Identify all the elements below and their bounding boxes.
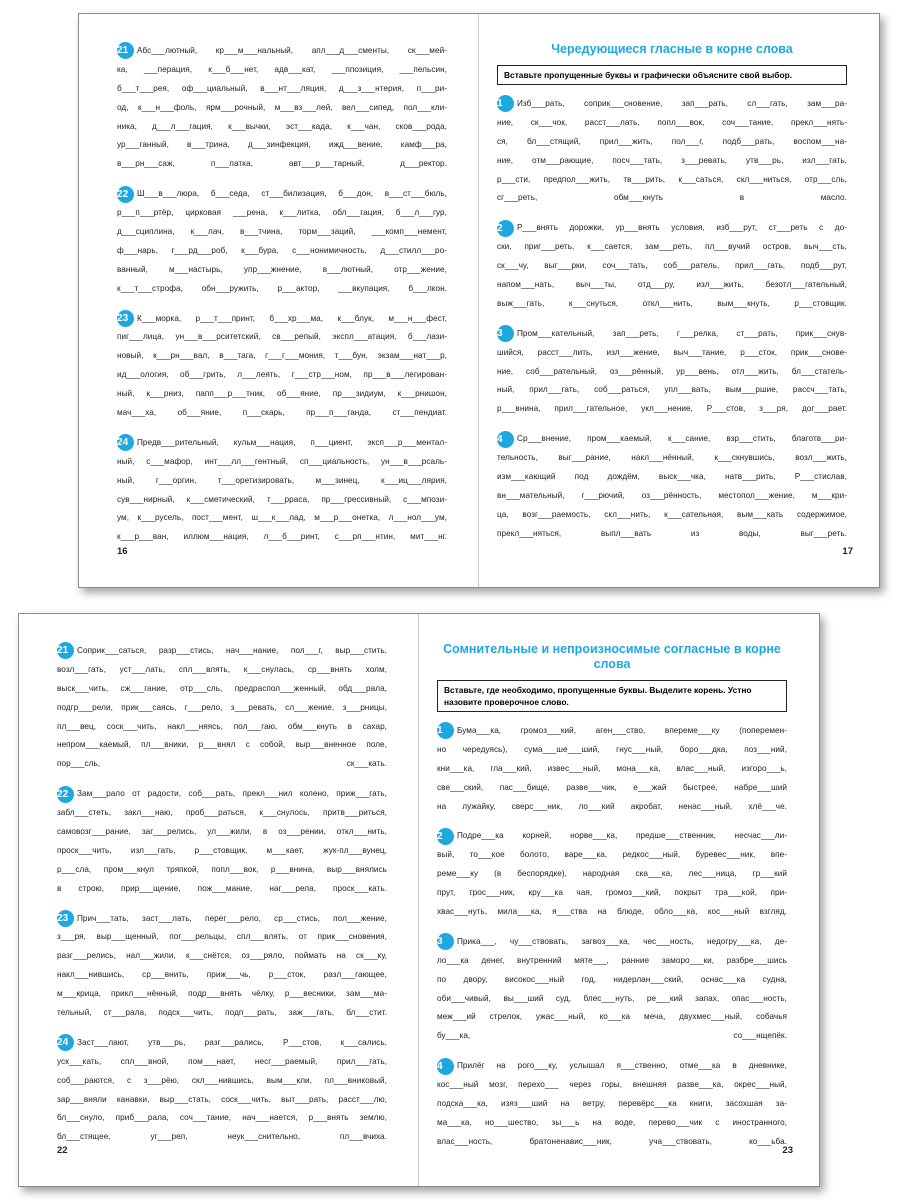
exercise-number-badge: 24 (117, 434, 134, 451)
exercise-line (57, 880, 387, 899)
exercise-text: хвас___нуть, мила___ка, я___ства на блюде, обло___ка, кос___ный взгляд. (437, 907, 787, 917)
exercise-number-badge: 3 (497, 325, 514, 342)
exercise-line (437, 1076, 787, 1095)
exercise-1 (497, 95, 847, 208)
exercise-line (437, 1008, 787, 1027)
exercise-line (57, 823, 387, 842)
page-number: 23 (782, 1145, 793, 1156)
exercise-line (437, 779, 787, 798)
exercise-line (117, 434, 447, 453)
exercise-text: в строю, прир___щение, пож___мание, наг___рела, проск___кать. (57, 883, 387, 893)
exercise-line (117, 242, 447, 261)
exercise-text: р___сти, предпол___жить, тв___рить, к___саться, скл___ниться, отр___сль, (497, 174, 847, 184)
exercise-text: пл___вец, соск___чить, накл___няясь, пол___гаю, обм___кнуть в сахар, (57, 721, 387, 731)
exercise-line (437, 990, 787, 1009)
exercise-text: Прика___, чу___ствовать, загвоз___ка, чес___ность, недогру___ка, де- (457, 936, 787, 946)
exercise-text: бу___ка, со___нщепёк. (437, 1031, 787, 1041)
exercise-text: мач___ха, об___яние, п___скарь, пр___п___ганда, ст___пендиат. (117, 408, 447, 418)
exercise-line (437, 1057, 787, 1076)
exercise-text: Ш___в___люра, б___седа, ст___билизация, б___дон, в___ст___бюль, (137, 189, 447, 199)
exercise-23 (57, 910, 387, 1023)
top-book-spread (78, 13, 880, 588)
exercise-23 (117, 310, 447, 423)
exercise-text: тельный, ст___рала, подск___чить, подп___рать, заж___гать, бл___стит. (57, 1008, 387, 1018)
exercise-number-badge: 21 (117, 42, 134, 59)
exercise-line (117, 404, 447, 423)
exercise-line (57, 785, 387, 804)
exercise-number-badge: 21 (57, 642, 74, 659)
exercise-line (57, 804, 387, 823)
exercise-text: самовозг___рание, заг___релись, ул___жили, в оз___рении, откл___нить, (57, 827, 387, 837)
exercise-text: ски, приг___реть, к___сается, зам___реть, пл___вучий остров, выч___сть, (497, 242, 847, 252)
exercise-line (497, 344, 847, 363)
exercise-line (437, 865, 787, 884)
page-22 (19, 614, 419, 1186)
exercise-line (57, 718, 387, 737)
exercise-line (117, 453, 447, 472)
exercise-line (57, 1034, 387, 1053)
exercise-line (497, 152, 847, 171)
exercise-line (437, 952, 787, 971)
exercise-text: на лужайку, сверс___ник, ло___кий акробат, ненас___ный, хлё___че. (437, 801, 787, 811)
exercise-line (497, 114, 847, 133)
exercise-text: тельность, выг___рание, накл___нённый, к___скнувшись, возл___жить, (497, 453, 847, 463)
exercise-text: ло___ка денег, внутренний мяте___, ранние заморо___ки, разбре___шись (437, 955, 787, 965)
exercise-text: возл___гать, уст___лать, спл___влять, к___снулась, ср___внять холм, (57, 664, 387, 674)
exercise-4 (437, 1057, 787, 1151)
exercise-text: Р___внять дорожки, ур___внять условия, изб___рут, ст___реть с до- (517, 223, 847, 233)
exercise-line (117, 261, 447, 280)
exercise-text: к___р___ван, иллюм___нация, л___б___ринт, с___рп___нтин, мит___нг. (117, 532, 447, 542)
exercise-line (117, 99, 447, 118)
exercise-line (437, 846, 787, 865)
exercise-text: накл___нившись, ср___внить, приж___чь, р___сток, разл___гающее, (57, 970, 387, 980)
exercise-text: пиг___лица, ун___в___рситетский, св___репый, экспл___атация, б___лази- (117, 332, 447, 342)
exercise-line (57, 661, 387, 680)
exercise-line (117, 223, 447, 242)
exercise-text: ца, возг___раемость, скл___нить, к___сательная, вым___кать содержимое, (497, 509, 847, 519)
exercise-line (437, 1027, 787, 1046)
exercise-line (437, 1095, 787, 1114)
exercise-line (117, 42, 447, 61)
exercise-line (57, 1004, 387, 1023)
exercise-24 (57, 1034, 387, 1147)
exercise-text: вый, то___кое болото, варе___ка, редкос___ный, буревес___ник, впе- (437, 850, 787, 860)
exercise-text: шийся, расст___лить, изл___жение, выч___тание, р___сток, прик___снове- (497, 347, 847, 357)
exercise-text: выж___гать, к___снуться, откл___нить, вым___кнуть, р___стовщик. (497, 298, 847, 308)
exercise-text: р___сла, пром___кнул тряпкой, попл___вок, р___внина, выр___внялись (57, 864, 387, 874)
exercise-line (117, 61, 447, 80)
exercise-line (497, 325, 847, 344)
exercise-line (57, 1128, 387, 1147)
exercise-line (117, 185, 447, 204)
exercise-text: изм___кающий под дождём, выск___чка, натв___рить, Р___стислав, (497, 472, 847, 482)
exercise-line (497, 487, 847, 506)
exercise-text: но чередуясь), сума___ше___ший, гнус___ный, боро___дка, поз___ний, (437, 744, 787, 754)
exercise-text: ный, к___рниз, папп___р___тник, об___яние, пр___зидиум, к___рнишон, (117, 389, 447, 399)
exercise-text: оби___чивый, вы___ший суд, блес___нуть, ре___кий запах, опас___ность, (437, 993, 787, 1003)
exercise-text: ф___нарь, г___рд___роб, к___бура, с___нонимичность, д___стилл___ро- (117, 245, 447, 255)
exercise-line (117, 385, 447, 404)
exercise-text: по двору, високос___ный год, нидерлан___ский, оснас___ка судна, (437, 974, 787, 984)
exercise-text: к___т___строфа, обн___ружить, р___актор, ___вкупация, б___лкон. (117, 283, 447, 293)
exercise-line (117, 328, 447, 347)
exercise-text: бл___снуло, приб___рала, соч___тание, нач___нается, р___внять землю, (57, 1113, 387, 1123)
exercise-number-badge: 2 (437, 828, 454, 845)
exercise-text: ника, д___л___гация, к___вычки, эст___када, к___чан, сков___рода, (117, 121, 447, 131)
exercise-text: ид___ология, об___грить, л___леять, г___стр___ном, пр___в___легирован- (117, 370, 447, 380)
exercise-text: Заст___лают, утв___рь, разг___рались, Р___стов, к___сались, (77, 1037, 387, 1047)
exercise-text: ние, соб___рательный, оз___рённый, ур___вень, отл___жить, бл___статель- (497, 366, 847, 376)
exercise-line (117, 366, 447, 385)
exercise-text: новый, к___рн___вал, в___тага, г___г___мония, т___бун, экзам___нат___р, (117, 351, 447, 361)
exercise-line (117, 347, 447, 366)
exercise-list (497, 95, 847, 544)
exercise-text: непром___каемый, пл___вники, р___внял с собой, выр___вненное поле, (57, 740, 387, 750)
exercise-text: Прич___тать, заст___лать, перег___рело, ср___стись, пол___жение, (77, 913, 387, 923)
exercise-text: ур___ганный, в___трина, д___зинфекция, ижд___вение, камф___ра, (117, 140, 447, 150)
exercise-line (497, 133, 847, 152)
exercise-line (57, 1109, 387, 1128)
exercise-text: ный, с___мафор, инт___лл___гентный, сп___циальность, ун___в___рсаль- (117, 456, 447, 466)
exercise-line (117, 509, 447, 528)
exercise-text: кни___ка, гла___кий, извес___ный, мона___ка, влас___ный, изгоро___ь, (437, 763, 787, 773)
exercise-3 (497, 325, 847, 419)
page-16-content (117, 42, 447, 558)
exercise-24 (117, 434, 447, 547)
exercise-1 (437, 722, 787, 816)
exercise-line (437, 827, 787, 846)
exercise-text: Предв___рительный, кульм___нация, п___циент, эксп___р___ментал- (137, 437, 447, 447)
exercise-text: Пром___кательный, зап___реть, г___релка, ст___рать, прик___снув- (517, 328, 847, 338)
page-16 (79, 14, 479, 587)
exercise-3 (437, 933, 787, 1046)
exercise-text: ный, г___оргин, т___оретизировать, м___зинец, к___иц___лярия, (117, 475, 447, 485)
exercise-number-badge: 23 (117, 310, 134, 327)
exercise-line (117, 80, 447, 99)
exercise-number-badge: 4 (497, 431, 514, 448)
exercise-text: ся, бл___стящий, прил___жить, пол___г, подб___рать, воспом___на- (497, 136, 847, 146)
exercise-line (57, 947, 387, 966)
exercise-text: ние, отм___рающие, посч___тать, з___ревать, утв___рь, изл___гать, (497, 155, 847, 165)
exercise-line (117, 491, 447, 510)
exercise-text: р___п___ртёр, цирковая ___рена, к___литка, обл___гация, б___л___гур, (117, 208, 447, 218)
exercise-line (497, 276, 847, 295)
exercise-text: прекл___няться, выпл___вать из воды, выг___реть. (497, 528, 847, 538)
exercise-text: Ср___внение, пром___каемый, к___сание, взр___стить, благотв___ри- (517, 434, 847, 444)
exercise-line (57, 910, 387, 929)
exercise-text: б___т___рея, оф___циальный, в___нт___ляция, д___з___нтерия, п___ри- (117, 83, 447, 93)
exercise-line (437, 1133, 787, 1152)
exercise-2 (497, 219, 847, 313)
exercise-text: сув___нирный, к___сметический, т___рраса, пр___грессивный, с___мпози- (117, 494, 447, 504)
exercise-text: Подре___ка корней, норве___ка, предше___ственник, несчас___ли- (457, 831, 787, 841)
exercise-line (117, 118, 447, 137)
exercise-21 (57, 642, 387, 774)
exercise-line (497, 171, 847, 190)
exercise-text: ум, к___русель, пост___мент, ш___к___лад, м___р___онетка, л___нол___ум, (117, 513, 447, 523)
page-number: 22 (57, 1145, 68, 1156)
exercise-line (57, 985, 387, 1004)
section-title: Сомнительные и непроизносимые согласные в корне слова (443, 642, 781, 671)
exercise-text: од, к___н___фоль, ярм___рочный, м___вз___лей, вел___сипед, пол___кли- (117, 102, 447, 112)
exercise-text: ка, ___перация, к___б___нет, адв___кат, ___ппозиция, ___пельсин, (117, 64, 447, 74)
exercise-line (57, 755, 387, 774)
exercise-text: ние, ск___чок, расст___лать, попл___вок, соч___тание, прекл___нять- (497, 117, 847, 127)
instruction-box: Вставьте пропущенные буквы и графически объясните свой выбор. (497, 65, 847, 85)
exercise-text: проск___чить, изл___гать, р___стовщик, м___кает, жук-пл___вунец, (57, 845, 387, 855)
exercise-line (497, 506, 847, 525)
exercise-text: выск___чить, сж___гание, отр___сль, предраспол___женный, обд___рала, (57, 683, 387, 693)
exercise-line (57, 928, 387, 947)
exercise-line (497, 257, 847, 276)
exercise-line (437, 1114, 787, 1133)
page-23-content (437, 642, 787, 1163)
exercise-text: сг___реть, обм___кнуть в масло. (497, 193, 847, 203)
exercise-line (57, 1072, 387, 1091)
exercise-text: Зам___рало от радости, соб___рать, прекл___нил колено, приж___гать, (77, 789, 387, 799)
exercise-21 (117, 42, 447, 174)
exercise-text: забл___стеть, закл___наю, проб___раться, к___снулось, притв___риться, (57, 808, 387, 818)
exercise-22 (117, 185, 447, 298)
exercise-text: ный, прил___гать, соб___раться, упл___вать, вым___ршие, рассч___тать, (497, 385, 847, 395)
exercise-text: Абс___лютный, кр___м___нальный, апл___д___сменты, ск___мей- (137, 46, 447, 55)
exercise-line (117, 155, 447, 174)
exercise-4 (497, 430, 847, 543)
exercise-line (117, 280, 447, 299)
exercise-line (57, 842, 387, 861)
exercise-text: з___ря, выр___щенный, пог___рельцы, спл___влять, от прик___сновения, (57, 932, 387, 942)
exercise-text: разг___релись, нал___жили, к___снётся, оз___ряло, поймать на ск___ку, (57, 951, 387, 961)
exercise-line (497, 238, 847, 257)
exercise-number-badge: 24 (57, 1034, 74, 1051)
exercise-line (117, 204, 447, 223)
exercise-line (117, 528, 447, 547)
exercise-number-badge: 23 (57, 910, 74, 927)
exercise-line (437, 798, 787, 817)
exercise-line (497, 219, 847, 238)
instruction-box: Вставьте, где необходимо, пропущенные буквы. Выделите корень. Устно назовите проверочное слово. (437, 680, 787, 712)
exercise-text: подска___ка, изяз___ший на ветру, перевёрс___ка книги, засохшая за- (437, 1099, 787, 1109)
exercise-text: уск___кать, спл___вной, пом___нает, несг___раемый, прил___гать, (57, 1056, 387, 1066)
exercise-line (57, 861, 387, 880)
exercise-line (57, 1053, 387, 1072)
exercise-line (497, 295, 847, 314)
page-17 (479, 14, 879, 587)
exercise-line (497, 468, 847, 487)
exercise-text: пор___сль, ск___кать. (57, 759, 387, 769)
exercise-line (57, 699, 387, 718)
exercise-22 (57, 785, 387, 898)
exercise-text: ск___чу, выг___рки, соч___тать, соб___ратель, прил___гать, подб___рут, (497, 261, 847, 271)
exercise-text: ванный, м___настырь, упр___жнение, в___лютный, отр___жение, (117, 264, 447, 274)
page-17-content (497, 42, 847, 555)
exercise-text: прут, трос___ник, кру___ка чая, громоз___кий, покрыт тра___кой, при- (437, 888, 787, 898)
section-title: Чередующиеся гласные в корне слова (551, 42, 793, 56)
exercise-number-badge: 2 (497, 220, 514, 237)
exercise-line (437, 722, 787, 741)
exercise-text: вн___мательный, г___рючий, оз___рённость, местопол___жение, м___кри- (497, 490, 847, 500)
bottom-book-spread (18, 613, 820, 1187)
exercise-line (497, 400, 847, 419)
exercise-line (497, 189, 847, 208)
exercise-text: Изб___рать, соприк___сновение, зап___рать, сл___гать, зам___ра- (517, 99, 847, 108)
exercise-line (57, 1091, 387, 1110)
exercise-text: реме___ку (в беспорядке), народная ска___ка, лес___ница, гр___кий (437, 869, 787, 879)
exercise-number-badge: 22 (117, 186, 134, 203)
exercise-line (57, 642, 387, 661)
page-number: 17 (842, 546, 853, 557)
exercise-line (57, 680, 387, 699)
exercise-text: влас___ность, братоненавис___ник, уча___ствовать, ко___ьба. (437, 1136, 787, 1146)
exercise-number-badge: 1 (437, 722, 454, 739)
exercise-line (57, 966, 387, 985)
exercise-list (437, 722, 787, 1152)
exercise-line (497, 95, 847, 114)
exercise-line (117, 472, 447, 491)
exercise-2 (437, 827, 787, 921)
exercise-text: све___ский, пас___бище, разве___чик, е___жай быстрее, набре___ший (437, 782, 787, 792)
page-23 (419, 614, 819, 1186)
exercise-text: напом___нать, выч___ты, отд___ру, изл___жить, безотл___гательный, (497, 280, 847, 290)
exercise-text: Бума___ка, громоз___кий, аген___ство, вперемe___ку (поперемен- (457, 726, 787, 735)
exercise-text: д___сциплина, к___лач, в___тчина, торм___заций, ___комп___немент, (117, 227, 447, 237)
exercise-line (497, 363, 847, 382)
exercise-number-badge: 3 (437, 933, 454, 950)
exercise-line (437, 903, 787, 922)
exercise-number-badge: 4 (437, 1058, 454, 1075)
exercise-line (437, 760, 787, 779)
exercise-line (117, 310, 447, 329)
exercise-text: меж___ий стрелок, ужас___ный, ко___ка меча, двухмес___ный, собачья (437, 1012, 787, 1022)
exercise-line (497, 381, 847, 400)
exercise-text: подгр___рели, прик___саясь, г___рело, з___ревать, сл___жение, з___рницы, (57, 702, 387, 712)
exercise-text: в___рн___саж, п___латка, авт___р___тарный, д___ректор. (117, 159, 447, 169)
exercise-text: Прилёг на рого___ку, услышал я___ственно, отме___ка в дневнике, (457, 1061, 787, 1071)
exercise-text: соб___раются, с з___рёю, скл___нившись, вым___кли, пл___вниковый, (57, 1075, 387, 1085)
exercise-text: Соприк___саться, разр___стись, нач___нание, пол___г, выр___стить, (77, 646, 387, 655)
exercise-line (437, 884, 787, 903)
page-number: 16 (117, 546, 128, 557)
exercise-text: К___морка, р___т___принт, б___хр___ма, к___блук, м___н___фест, (137, 313, 447, 323)
exercise-text: м___крица, прикл___нённый, подр___внять чёлку, р___весники, зам___ма- (57, 989, 387, 999)
exercise-line (437, 971, 787, 990)
exercise-line (57, 736, 387, 755)
exercise-line (497, 525, 847, 544)
exercise-number-badge: 22 (57, 786, 74, 803)
exercise-text: ма___ка, но___шество, зы___ь на воде, перево___чик с иностранного, (437, 1117, 787, 1127)
exercise-line (497, 449, 847, 468)
exercise-line (437, 741, 787, 760)
exercise-number-badge: 1 (497, 95, 514, 112)
exercise-text: зар___вняли канавки, выр___стать, соск___чить, выт___рать, расст___лю, (57, 1094, 387, 1104)
exercise-text: бл___стящее, уг___рел, неук___снительно, пл___вчиха. (57, 1132, 387, 1142)
page-22-content (57, 642, 387, 1158)
exercise-text: р___внина, прил___гательное, укл___нение, Р___стов, з___ря, дог___рает. (497, 404, 847, 414)
exercise-text: кос___ный мозг, перехо___ через горы, внешняя разве___ка, окрес___ный, (437, 1080, 787, 1090)
exercise-line (497, 430, 847, 449)
exercise-line (117, 136, 447, 155)
exercise-line (437, 933, 787, 952)
